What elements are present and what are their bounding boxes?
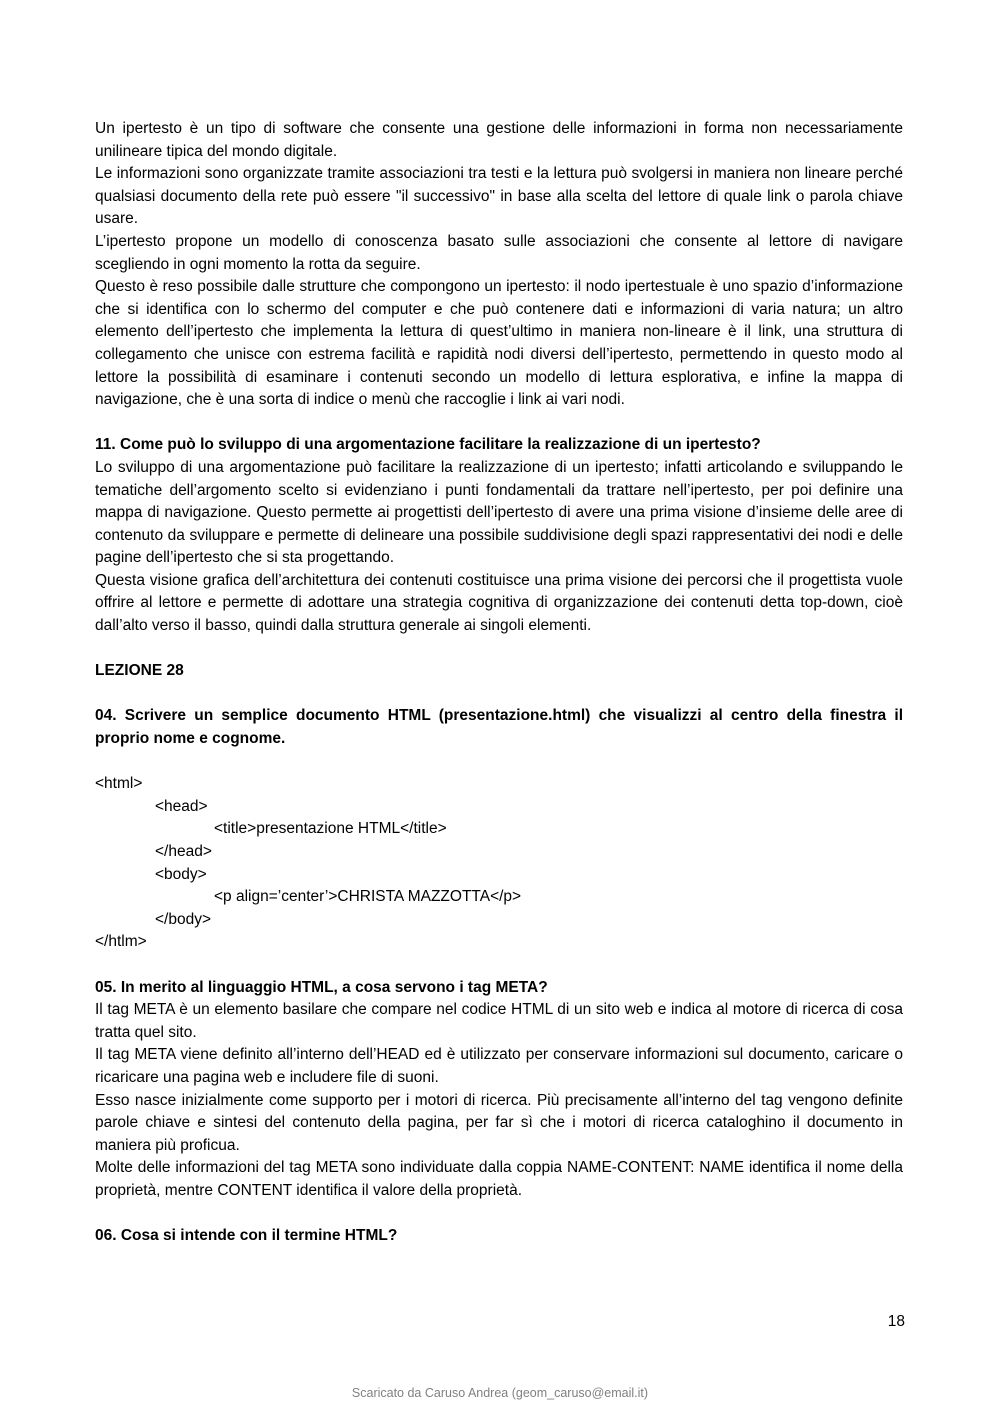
question-11-title: 11. Come può lo sviluppo di una argomentazione facilitare la realizzazione di un ipertesto? <box>95 436 761 454</box>
intro-paragraph-2: Le informazioni sono organizzate tramite associazioni tra testi e la lettura può svolgersi in maniera non lineare perché qualsiasi documento della rete può essere "il successivo" in base alla scelta del lettore di quale link o parola chiave usare. <box>95 165 903 228</box>
question-05-paragraph-1: Il tag META è un elemento basilare che compare nel codice HTML di un sito web e indica al motore di ricerca di cosa tratta quel sito. <box>95 1001 903 1041</box>
code-line: </htlm> <box>95 933 147 951</box>
intro-paragraph-3: L’ipertesto propone un modello di conoscenza basato sulle associazioni che consente al lettore di navigare scegliendo in ogni momento la rotta da seguire. <box>95 232 903 273</box>
spacer <box>95 1203 903 1226</box>
code-line: <p align=’center’>CHRISTA MAZZOTTA</p> <box>214 888 522 906</box>
code-line: <title>presentazione HTML</title> <box>214 820 447 838</box>
code-line: <head> <box>155 797 208 815</box>
spacer <box>95 412 903 435</box>
document-page <box>95 118 903 1248</box>
question-05-title: 05. In merito al linguaggio HTML, a cosa servono i tag META? <box>95 978 548 996</box>
question-04-title: 04. Scrivere un semplice documento HTML (presentazione.html) che visualizzi al centro della finestra il proprio nome e cognome. <box>95 707 903 748</box>
lesson-title: LEZIONE 28 <box>95 662 184 680</box>
spacer <box>95 683 903 706</box>
spacer <box>95 954 903 977</box>
question-11-paragraph-2: Questa visione grafica dell’architettura dei contenuti costituisce una prima visione dei percorsi che il progettista vuole offrire al lettore e permette di adottare una strategia cognitiva di organizzazione dei contenuti detta top-down, cioè dall’alto verso il basso, quindi dalla struttura generale ai singoli elementi. <box>95 571 903 635</box>
intro-paragraph-1: Un ipertesto è un tipo di software che consente una gestione delle informazioni in forma non necessariamente unilineare tipica del mondo digitale. <box>95 120 903 160</box>
question-05-paragraph-3: Esso nasce inizialmente come supporto per i motori di ricerca. Più precisamente all’interno del tag vengono definite parole chiave e sintesi del contenuto della pagina, per far sì che i motori di ricerca cataloghino il documento in maniera più proficua. <box>95 1091 903 1154</box>
spacer <box>95 638 903 661</box>
spacer <box>95 751 903 774</box>
question-11-paragraph-1: Lo sviluppo di una argomentazione può facilitare la realizzazione di un ipertesto; infatti articolando e sviluppando le tematiche dell’argomento scelto si evidenziano i punti fondamentali da trattare nell’ipertesto, per poi definire una mappa di navigazione. Questo permette ai progettisti dell’ipertesto di avere una prima visione d’insieme delle aree di contenuto da sviluppare e permette di delineare una possibile suddivisione degli spazi rappresentativi dei nodi e delle pagine dell’ipertesto che si sta progettando. <box>95 458 903 567</box>
intro-paragraph-4: Questo è reso possibile dalle strutture che compongono un ipertesto: il nodo ipertestuale è uno spazio d’informazione che si identifica con lo schermo del computer e che può contenere dati e informazioni di varia natura; un altro elemento dell’ipertesto che implementa la lettura di quest’ultimo in maniera non-lineare è il link, una struttura di collegamento che unisce con estrema facilità e rapidità nodi diversi dell’ipertesto, permettendo in questo modo al lettore la possibilità di esaminare i contenuti secondo un modello di lettura esplorativa, e infine la mappa di navigazione, che è una sorta di indice o menù che raccoglie i link ai vari nodi. <box>95 278 903 409</box>
question-06-title: 06. Cosa si intende con il termine HTML? <box>95 1227 398 1245</box>
download-footer: Scaricato da Caruso Andrea (geom_caruso@email.it) <box>351 1386 649 1400</box>
code-line: <html> <box>95 775 143 793</box>
code-line: </body> <box>155 910 212 928</box>
page-number: 18 <box>887 1313 905 1330</box>
question-05-paragraph-4: Molte delle informazioni del tag META sono individuate dalla coppia NAME-CONTENT: NAME identifica il nome della proprietà, mentre CONTENT identifica il valore della proprietà. <box>95 1159 903 1199</box>
question-05-paragraph-2: Il tag META viene definito all’interno dell’HEAD ed è utilizzato per conservare informazioni sul documento, caricare o ricaricare una pagina web e includere file di suoni. <box>95 1046 903 1086</box>
code-block <box>95 773 903 954</box>
code-line: <body> <box>155 865 207 883</box>
code-line: </head> <box>155 843 212 860</box>
